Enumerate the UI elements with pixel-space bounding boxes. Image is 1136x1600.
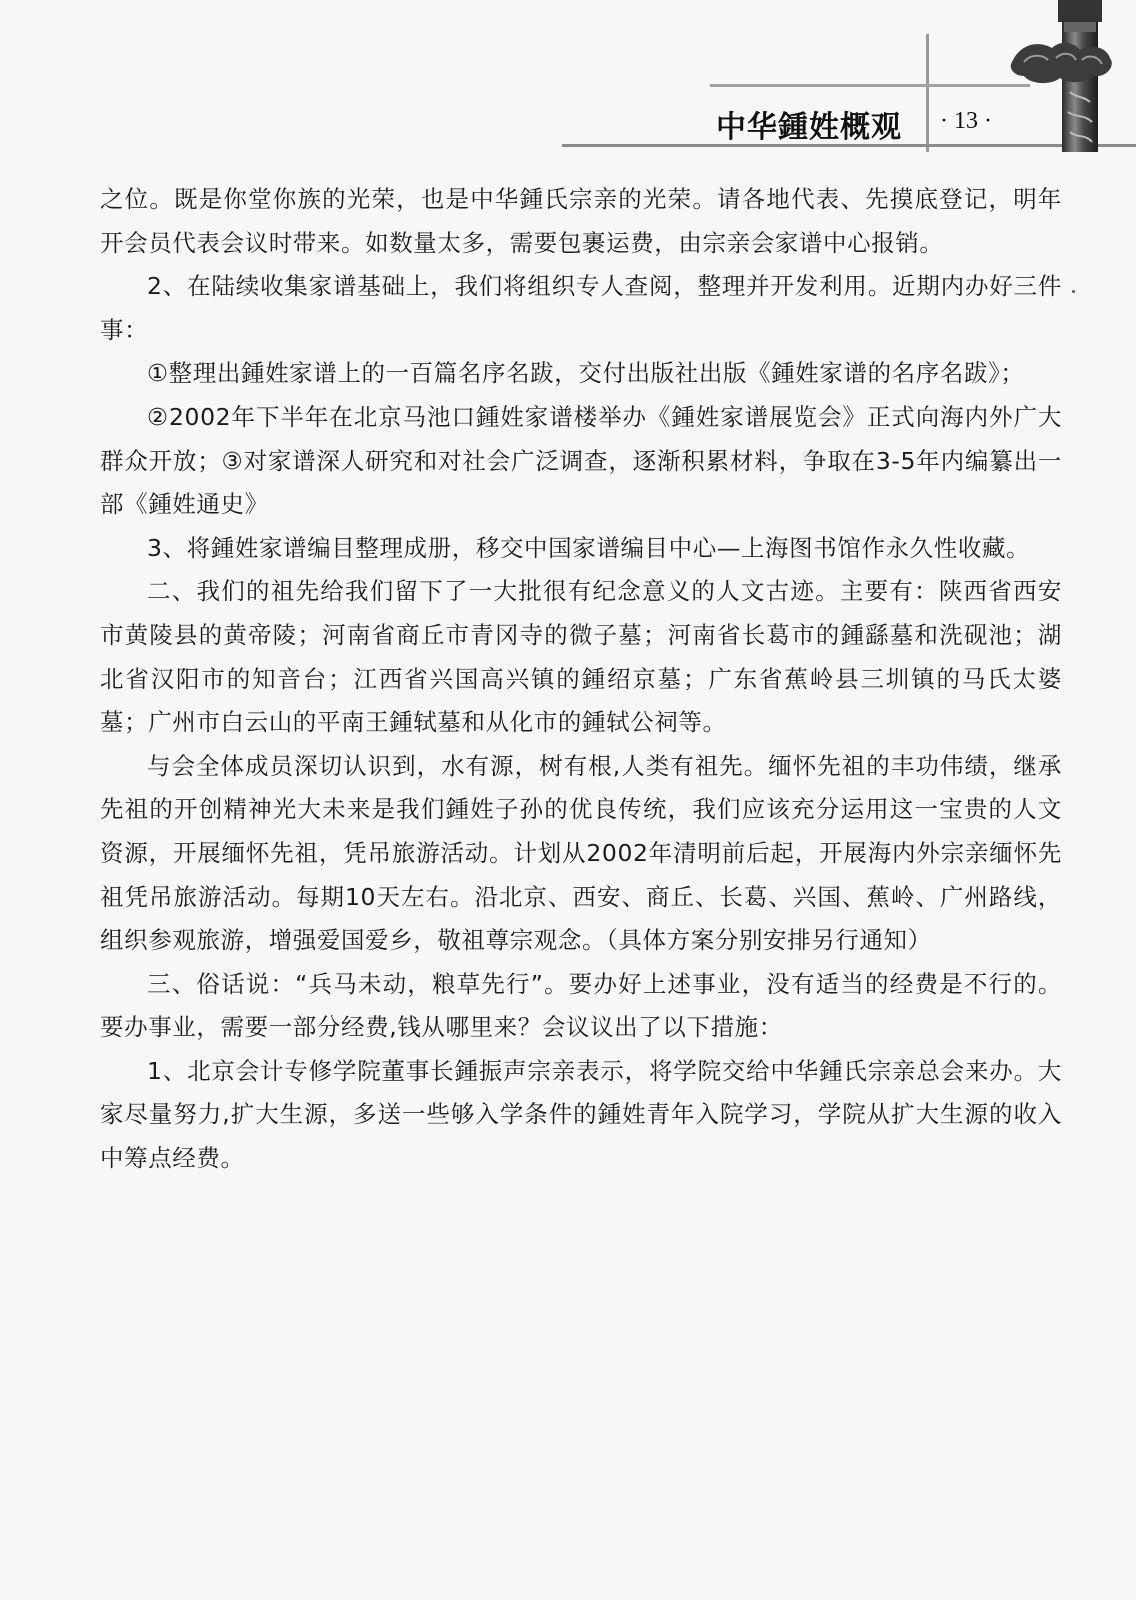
paragraph: 之位。既是你堂你族的光荣，也是中华鍾氏宗亲的光荣。请各地代表、先摸底登记，明年开会员代表会议时带来。如数量太多，需要包裹运费，由宗亲会家谱中心报销。 xyxy=(100,185,1062,257)
paragraph: 二、我们的祖先给我们留下了一大批很有纪念意义的人文古迹。主要有：陕西省西安市黄陵县的黄帝陵；河南省商丘市青冈寺的微子墓；河南省长葛市的鍾繇墓和洗砚池；湖北省汉阳市的知音台；江西省兴国高兴镇的鍾绍京墓；广东省蕉岭县三圳镇的马氏太婆墓；广州市白云山的平南王鍾轼墓和从化市的鍾轼公祠等。 xyxy=(100,577,1062,737)
scan-speck xyxy=(1072,290,1075,293)
paragraph: 1、北京会计专修学院董事长鍾振声宗亲表示，将学院交给中华鍾氏宗亲总会来办。大家尽量努力,扩大生源，多送一些够入学条件的鍾姓青年入院学习，学院从扩大生源的收入中筹点经费。 xyxy=(100,1056,1062,1173)
page-number: · 13 · xyxy=(940,108,992,134)
paragraph: 3、将鍾姓家谱编目整理成册，移交中国家谱编目中心—上海图书馆作永久性收藏。 xyxy=(147,533,1031,562)
paragraph: 2、在陆续收集家谱基础上，我们将组织专人查阅，整理并开发利用。近期内办好三件事： xyxy=(100,272,1062,344)
book-title: 中华鍾姓概观 xyxy=(716,110,902,145)
paragraph: 与会全体成员深切认识到，水有源，树有根,人类有祖先。缅怀先祖的丰功伟绩，继承先祖的开创精神光大未来是我们鍾姓子孙的优良传统，我们应该充分运用这一宝贵的人文资源，开展缅怀先祖，凭吊旅游活动。计划从2002年清明前后起，开展海内外宗亲缅怀先祖凭吊旅游活动。每期10天左右。沿北京、西安、商丘、长葛、兴国、蕉岭、广州路线，组织参观旅游，增强爱国爱乡，敬祖尊宗观念。（具体方案分别安排另行通知） xyxy=(100,751,1062,955)
header-vertical-rule xyxy=(926,34,929,152)
stone-pillar-icon xyxy=(1010,0,1136,152)
header-top-rule xyxy=(710,84,1030,87)
main-text xyxy=(100,178,1062,1181)
paragraph: ①整理出鍾姓家谱上的一百篇名序名跋，交付出版社出版《鍾姓家谱的名序名跋》； xyxy=(147,359,1025,388)
paragraph: ②2002年下半年在北京马池口鍾姓家谱楼举办《鍾姓家谱展览会》正式向海内外广大群众开放；③对家谱深人研究和对社会广泛调查，逐渐积累材料，争取在3-5年内编纂出一部《鍾姓通史》 xyxy=(100,402,1062,519)
paragraph: 三、俗话说：“兵马未动，粮草先行”。要办好上述事业，没有适当的经费是不行的。要办事业，需要一部分经费,钱从哪里来？会议议出了以下措施： xyxy=(100,969,1062,1042)
